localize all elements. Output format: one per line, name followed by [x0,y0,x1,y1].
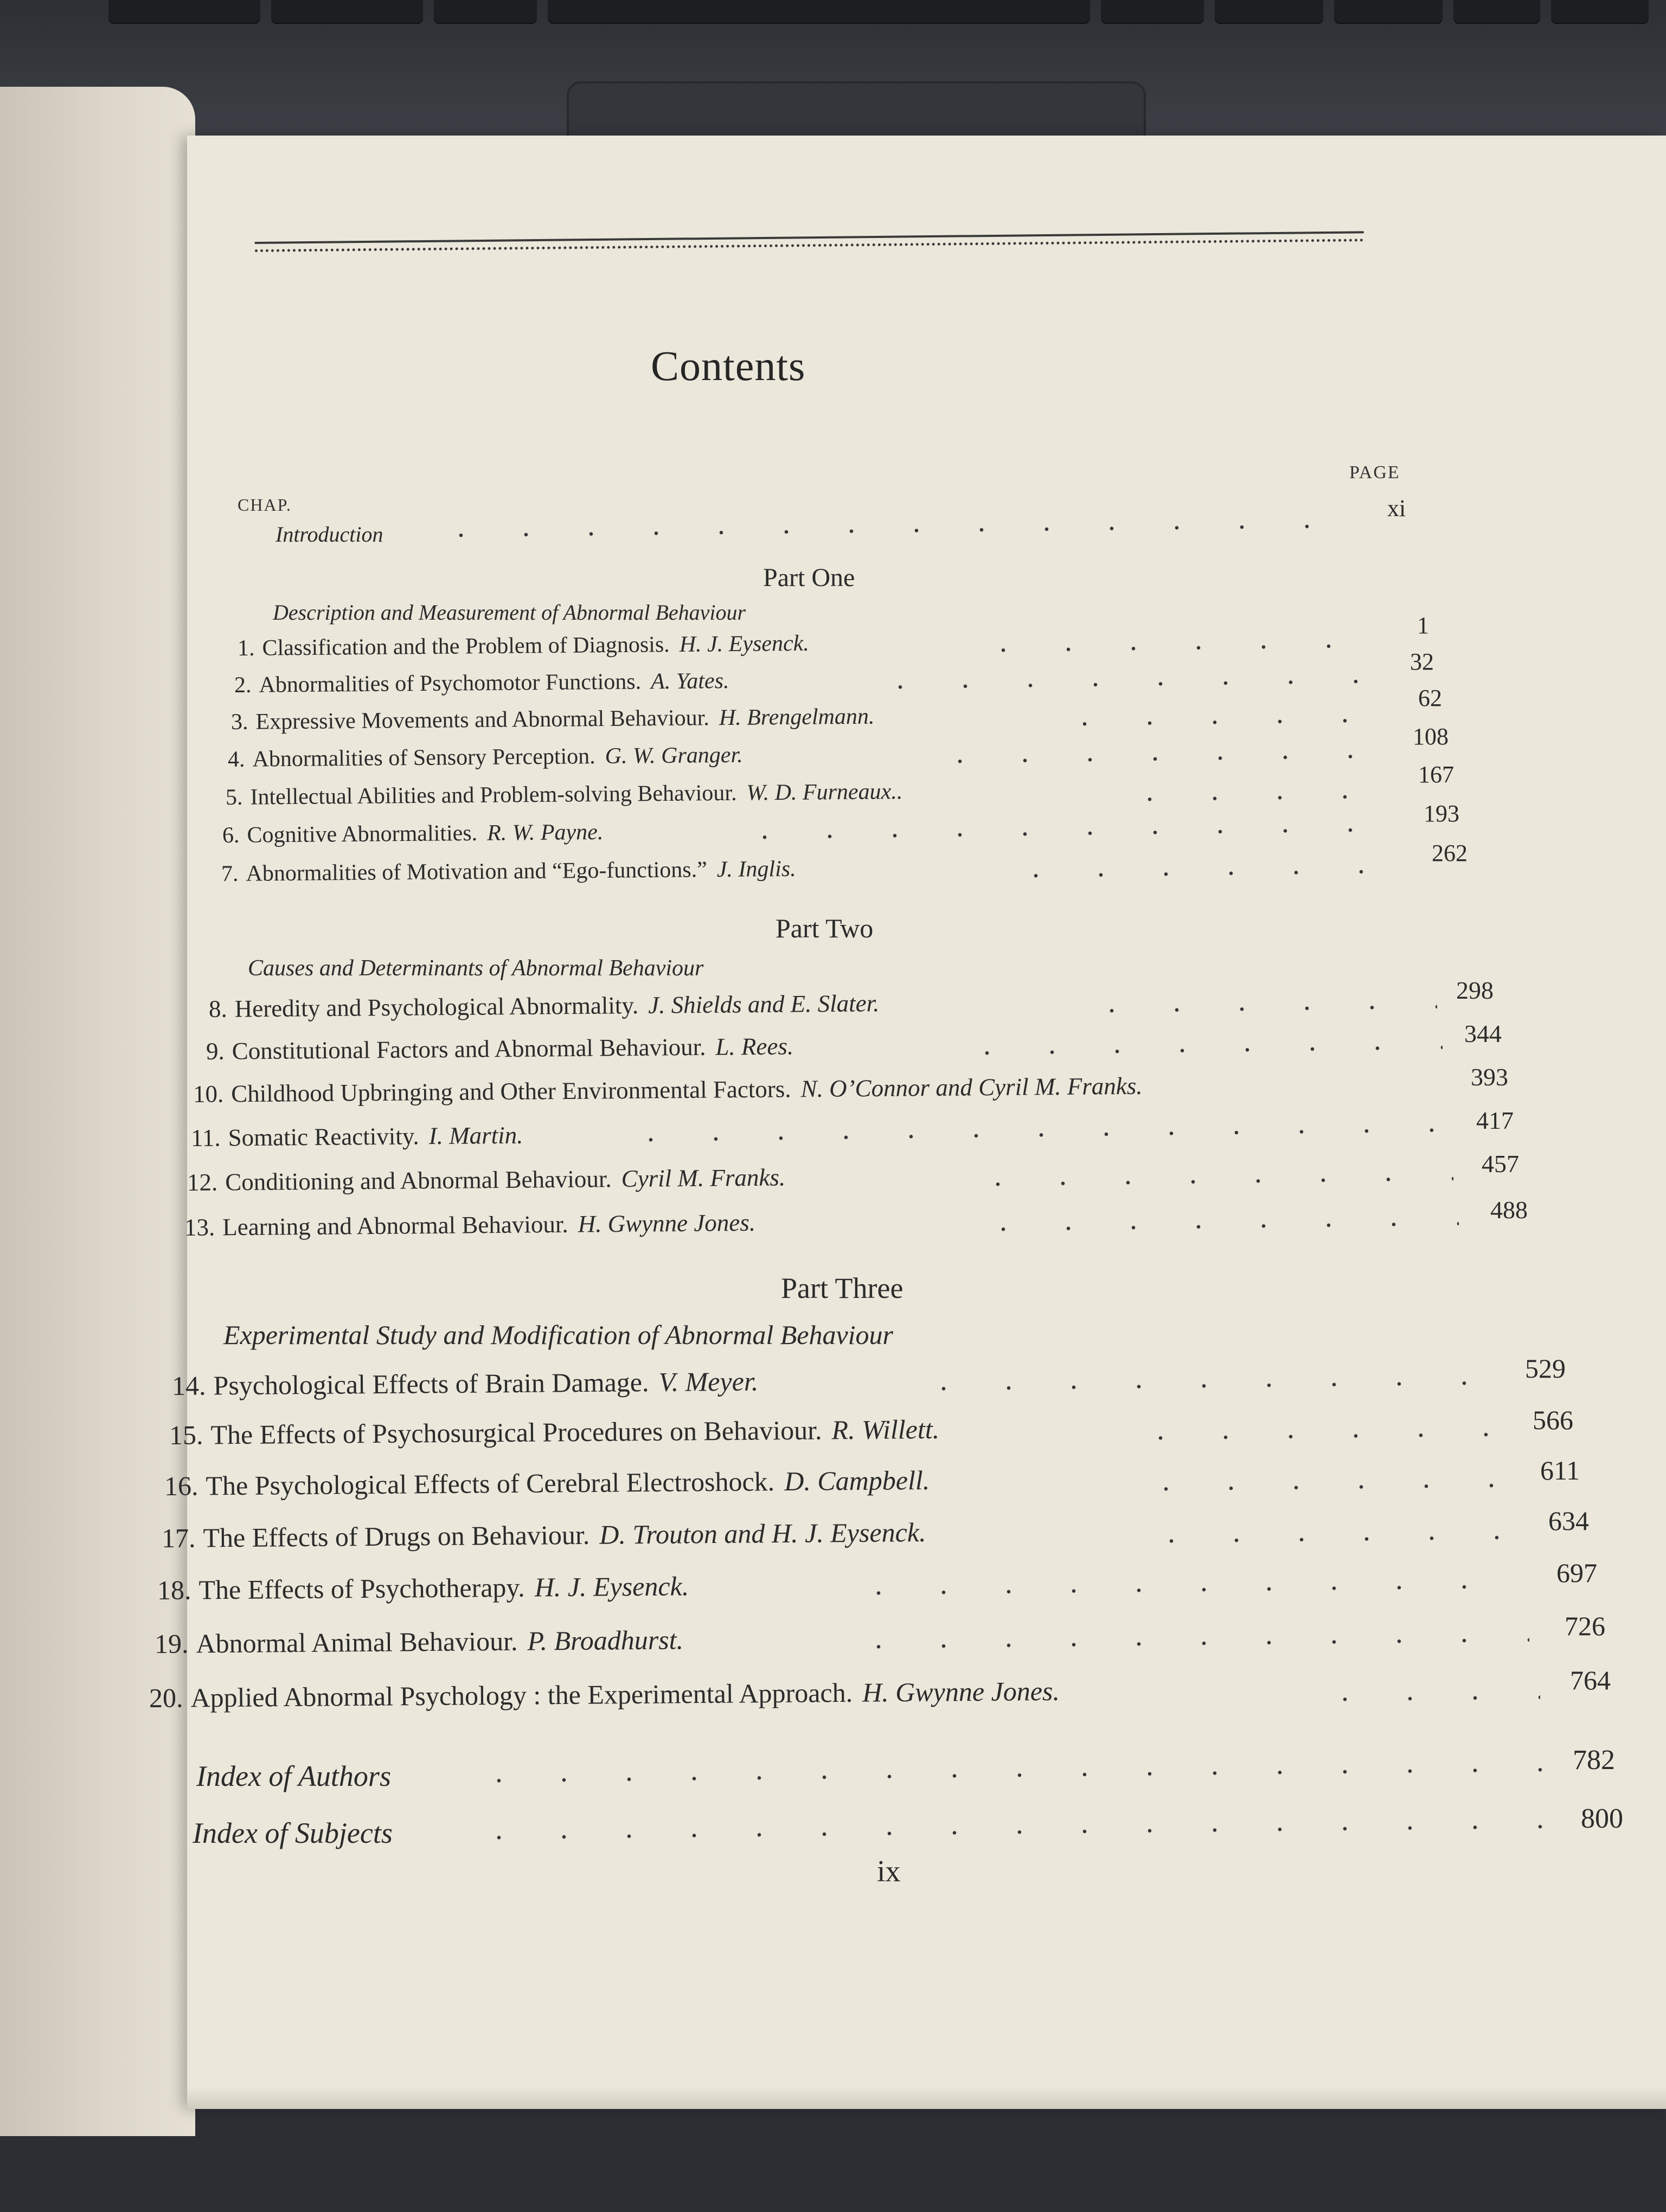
chapter-number: 2. [234,672,252,698]
introduction-page: xi [1387,495,1406,522]
chapter-author: L. Rees. [715,1032,794,1060]
dot-leader [732,824,1399,843]
chapter-page: 457 [1482,1150,1519,1178]
chapter-page: 488 [1490,1196,1528,1224]
chapter-title: Psychological Effects of Brain Damage. [213,1367,649,1401]
chapter-number: 15. [169,1419,203,1450]
chapter-number: 20. [149,1682,183,1713]
chapter-entry [169,1413,940,1451]
chapter-title: Conditioning and Abnormal Behaviour. [225,1165,612,1196]
chapter-author: H. Brengelmann. [719,704,875,731]
chapter-author: W. D. Furneaux.. [746,779,903,806]
part-three-subtitle: Experimental Study and Modification of Abnormal Behaviour [223,1320,894,1350]
ornamental-rule [255,217,1364,276]
chapter-entry [184,1208,755,1242]
dot-leader [1117,791,1399,805]
chapter-title: Classification and the Problem of Diagnosis. [262,632,670,661]
chapter-author: G. W. Granger. [605,742,743,769]
dot-leader [846,1581,1524,1599]
chapter-entry [187,1163,786,1197]
chapter-title: The Psychological Effects of Cerebral Electroshock. [206,1466,775,1501]
chapter-author: D. Trouton and H. J. Eysenck. [599,1516,926,1550]
chapter-title: Childhood Upbringing and Other Environmental Factors. [231,1075,791,1108]
dot-leader [1079,1001,1437,1017]
chapter-page: 611 [1540,1455,1580,1486]
chapter-entry [234,668,729,698]
dot-leader [911,1378,1486,1394]
page-number: ix [877,1855,901,1888]
chapter-number: 3. [230,709,248,735]
index-entry: Index of Subjects [193,1817,393,1849]
introduction-entry: Introduction [275,522,383,546]
chapter-number: 11. [190,1124,221,1152]
dot-leader [618,1124,1453,1146]
chapter-title: Learning and Abnormal Behaviour. [222,1210,568,1241]
chapter-page: 344 [1464,1020,1502,1047]
chapter-number: 14. [171,1370,206,1401]
chapter-author: A. Yates. [650,668,729,695]
chapter-number: 10. [193,1080,224,1108]
chapter-page: 764 [1570,1665,1611,1695]
dot-leader [971,640,1383,656]
dot-leader [1133,1480,1502,1495]
chapter-page: 697 [1556,1558,1597,1588]
chapter-entry [206,1032,794,1065]
chapter-number: 16. [164,1470,198,1501]
part-one-subtitle: Description and Measurement of Abnormal Behaviour [273,600,746,625]
chapter-title: Expressive Movements and Abnormal Behaviour. [255,705,710,735]
chapter-entry [164,1464,930,1502]
chapter-page: 726 [1565,1611,1605,1641]
index-page: 800 [1581,1803,1623,1834]
page-column-label: PAGE [1349,462,1400,483]
chapter-title: Abnormalities of Sensory Perception. [252,744,595,772]
chapter-author: J. Inglis. [716,856,796,883]
dot-leader [965,1173,1453,1190]
chapter-page: 193 [1424,800,1459,827]
chapter-page: 298 [1456,976,1494,1004]
chapter-title: Abnormalities of Psychomotor Functions. [259,669,642,698]
chapter-column-label: CHAP. [238,495,292,515]
chapter-page: 417 [1476,1107,1514,1134]
chapter-page: 529 [1525,1353,1566,1384]
chapter-page: 634 [1548,1506,1589,1536]
chapter-title: Somatic Reactivity. [228,1122,419,1152]
chapter-page: 108 [1413,723,1449,750]
chapter-title: Constitutional Factors and Abnormal Behaviour. [232,1033,706,1065]
page-title: Contents [651,342,806,389]
chapter-page: 32 [1410,648,1434,675]
chapter-entry [238,631,809,661]
chapter-entry [228,742,743,773]
chapter-title: The Effects of Drugs on Behaviour. [203,1519,590,1553]
index-entry: Index of Authors [196,1760,391,1792]
chapter-author: J. Shields and E. Slater. [648,989,880,1019]
chapter-page: 393 [1471,1063,1508,1091]
dot-leader [1052,715,1388,730]
dot-leader [846,1635,1529,1652]
dot-leader [466,1764,1551,1786]
chapter-number: 19. [154,1628,189,1659]
dot-leader [1312,1692,1540,1705]
dot-leader [1003,866,1415,882]
part-two-heading: Part Two [776,913,874,943]
chapter-entry [209,989,880,1023]
chapter-page: 62 [1418,685,1442,711]
dot-leader [954,1042,1443,1059]
chapter-entry [155,1624,683,1660]
chapter-title: The Effects of Psychosurgical Procedures on Behaviour. [210,1414,822,1450]
dot-leader [1139,1532,1513,1547]
chapter-entry [191,1121,523,1152]
chapter-page: 167 [1418,761,1454,788]
chapter-author: H. J. Eysenck. [679,631,809,657]
dot-leader [927,750,1394,767]
chapter-author: N. O’Connor and Cyril M. Franks. [800,1072,1143,1103]
chapter-title: Intellectual Abilities and Problem-solving Behaviour. [250,780,737,810]
chapter-number: 18. [157,1574,191,1605]
chapter-title: Heredity and Psychological Abnormality. [234,992,639,1023]
dot-leader [466,1821,1567,1843]
part-one-subtitle-page: 1 [1417,612,1429,639]
chapter-entry [221,856,796,887]
chapter-number: 5. [225,785,243,810]
chapter-number: 1. [237,635,255,661]
chapter-author: H. Gwynne Jones. [862,1675,1060,1708]
chapter-entry [222,819,604,848]
chapter-title: Abnormal Animal Behaviour. [196,1625,518,1659]
chapter-entry [162,1516,926,1554]
dot-leader [868,676,1388,693]
part-one-heading: Part One [763,563,855,592]
chapter-entry [149,1675,1060,1714]
part-two-subtitle: Causes and Determinants of Abnormal Behaviour [248,956,704,981]
chapter-number: 13. [184,1213,215,1241]
chapter-author: H. J. Eysenck. [534,1571,689,1603]
dot-leader [1128,1429,1497,1444]
chapter-number: 8. [208,995,227,1023]
dot-leader [971,1218,1459,1235]
chapter-page: 566 [1533,1405,1573,1435]
chapter-author: P. Broadhurst. [527,1624,684,1656]
chapter-author: R. Willett. [831,1413,940,1445]
chapter-number: 9. [206,1037,225,1065]
chapter-number: 4. [227,747,245,772]
chapter-number: 7. [221,861,239,886]
chapter-author: V. Meyer. [658,1366,759,1397]
chapter-title: Abnormalities of Motivation and “Ego-functions.” [246,857,707,886]
chapter-title: Cognitive Abnormalities. [247,820,478,848]
chapter-author: I. Martin. [428,1121,523,1150]
chapter-entry [172,1366,759,1401]
chapter-number: 6. [222,822,240,848]
chapter-number: 17. [161,1522,196,1553]
chapter-title: Applied Abnormal Psychology : the Experimental Approach. [190,1677,853,1713]
chapter-entry [231,704,875,735]
index-page: 782 [1573,1745,1615,1776]
chapter-entry [157,1570,689,1606]
dot-leader [428,520,1356,541]
chapter-author: Cyril M. Franks. [621,1163,786,1193]
chapter-author: D. Campbell. [784,1464,930,1497]
part-three-heading: Part Three [781,1272,904,1304]
chapter-author: R. W. Payne. [486,819,604,846]
chapter-title: The Effects of Psychotherapy. [198,1572,525,1605]
chapter-author: H. Gwynne Jones. [578,1208,756,1238]
chapter-page: 262 [1432,840,1468,866]
chapter-entry [193,1072,1143,1108]
chapter-entry [226,779,903,811]
chapter-number: 12. [187,1168,218,1196]
